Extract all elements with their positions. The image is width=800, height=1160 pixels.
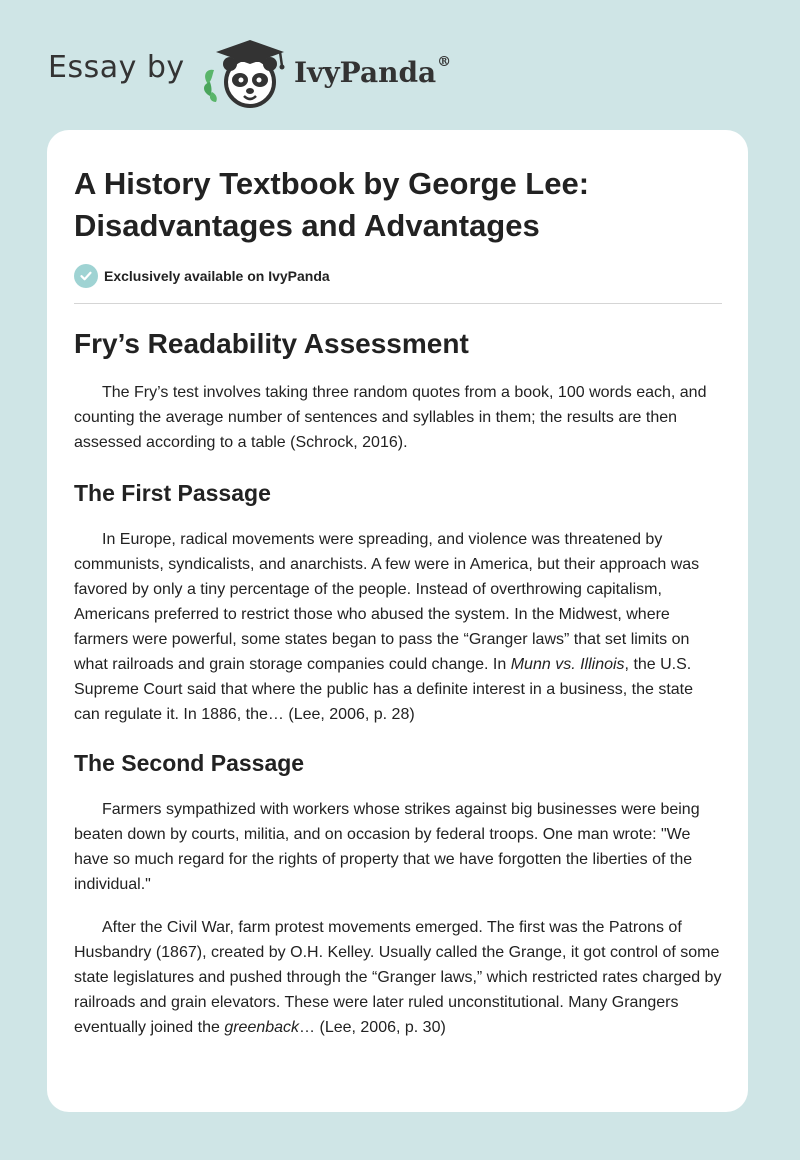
check-circle-icon (74, 264, 98, 288)
first-passage-paragraph (74, 527, 722, 727)
greenback-term: greenback (224, 1019, 300, 1036)
article-title: A History Textbook by George Lee: Disadvantages and Advantages (74, 166, 590, 243)
second-passage-text-before: After the Civil War, farm protest movements emerged. The first was the Patrons of Husbandry (1867), created by O.H. Kelley. Usually called the Grange, it got control of some state legislatures and pushed through the “Granger laws,” which restricted rates charged by railroads and grain elevators. These were later ruled unconstitutional. Many Grangers eventually joined the (74, 919, 722, 1036)
second-passage-text-after: … (Lee, 2006, p. 30) (299, 1019, 446, 1036)
intro-paragraph: The Fry’s test involves taking three random quotes from a book, 100 words each, and counting the average number of sentences and syllables in them; the results are then assessed according to a table (Schrock, 2016). (74, 384, 707, 451)
section-heading: Fry’s Readability Assessment (74, 328, 469, 359)
divider (74, 303, 722, 304)
brand-name-text: IvyPanda (294, 56, 437, 89)
exclusive-label: Exclusively available on IvyPanda (104, 268, 330, 284)
exclusive-badge (74, 263, 330, 289)
first-passage-text-after: , the U.S. Supreme Court said that where the public has a definite interest in a business, the state can regulate it. In 1886, the… (Lee, 2006, p. 28) (74, 656, 694, 723)
second-passage-paragraph-1: Farmers sympathized with workers whose strikes against big businesses were being beaten down by courts, militia, and on occasion by federal troops. One man wrote: "We have so much regard for the rights of property that we have forgotten the liberties of the individual." (74, 801, 700, 893)
second-passage-paragraph-2 (74, 915, 722, 1040)
panda-graduate-logo-icon (200, 36, 296, 110)
article-body (74, 324, 722, 1040)
case-name: Munn vs. Illinois (510, 656, 625, 673)
second-passage-heading: The Second Passage (74, 750, 305, 776)
article-card (47, 130, 748, 1112)
first-passage-heading: The First Passage (74, 480, 271, 506)
brand-name (294, 56, 451, 89)
registered-mark: ® (437, 54, 452, 70)
first-passage-text-before: In Europe, radical movements were spreading, and violence was threatened by communists, syndicalists, and anarchists. A few were in America, but their approach was favored by only a tiny percentage of the people. Instead of overthrowing capitalism, Americans preferred to restrict those who abused the system. In the Midwest, where farmers were powerful, some states began to pass the “Granger laws” that set limits on what railroads and grain storage companies could change. In (74, 531, 700, 673)
site-header-logo[interactable] (48, 36, 468, 110)
brand-prefix: Essay by (48, 50, 185, 85)
